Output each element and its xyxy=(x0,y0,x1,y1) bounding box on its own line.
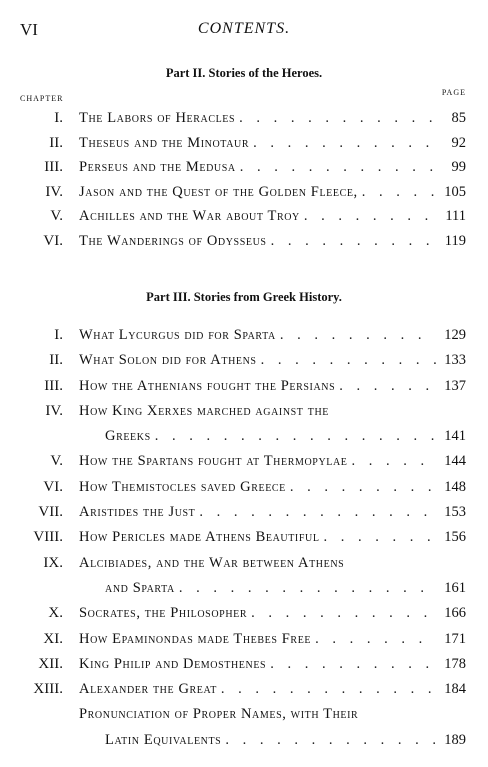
page-reference: 105 xyxy=(444,183,466,200)
dot-leader xyxy=(348,449,436,474)
dot-leader xyxy=(195,500,436,525)
dot-leader xyxy=(266,652,436,677)
chapter-title: What Solon did for Athens xyxy=(79,352,257,369)
part-3-toc-list xyxy=(0,323,488,753)
page-reference: 85 xyxy=(451,110,466,126)
chapter-number: II. xyxy=(49,134,63,151)
part-3-heading: Part III. Stories from Greek History. xyxy=(146,290,342,304)
toc-entry xyxy=(0,229,488,254)
chapter-number: XIII. xyxy=(33,681,63,698)
toc-entry xyxy=(0,180,488,205)
page-reference: 137 xyxy=(444,377,466,394)
chapter-title: How King Xerxes marched against the xyxy=(79,402,329,419)
page-reference: 133 xyxy=(444,352,466,369)
dot-leader xyxy=(358,180,436,205)
page-reference: 161 xyxy=(444,579,466,596)
chapter-number: XI. xyxy=(43,630,63,647)
dot-leader xyxy=(311,627,436,652)
chapter-number: XII. xyxy=(38,655,63,672)
chapter-title: How Epaminondas made Thebes Free xyxy=(79,630,312,647)
chapter-title: Theseus and the Minotaur xyxy=(79,134,250,151)
chapter-title: How the Athenians fought the Persians xyxy=(79,377,336,394)
chapter-title: Greeks xyxy=(105,428,151,445)
chapter-number: IV. xyxy=(45,183,63,200)
dot-leader xyxy=(286,475,436,500)
part-2-toc-list xyxy=(0,106,488,253)
dot-leader xyxy=(175,576,436,601)
page-header xyxy=(0,20,488,42)
chapter-title: What Lycurgus did for Sparta xyxy=(79,327,276,343)
page-reference: 141 xyxy=(444,428,466,445)
chapter-number: VI. xyxy=(43,232,63,249)
chapter-title: King Philip and Demosthenes xyxy=(79,655,267,672)
dot-leader xyxy=(249,131,436,156)
page-reference: 171 xyxy=(444,630,466,647)
toc-entry xyxy=(0,374,488,399)
chapter-number: IV. xyxy=(45,402,63,419)
chapter-title: Latin Equivalents xyxy=(105,731,222,748)
toc-entry xyxy=(0,424,488,449)
toc-entry xyxy=(0,627,488,652)
dot-leader xyxy=(257,348,436,373)
chapter-title: Jason and the Quest of the Golden Fleece, xyxy=(79,183,358,200)
dot-leader xyxy=(217,677,436,702)
dot-leader xyxy=(300,204,436,229)
chapter-number: III. xyxy=(44,159,63,175)
chapter-number: V. xyxy=(50,208,63,224)
page-reference: 184 xyxy=(444,681,466,698)
toc-entry xyxy=(0,449,488,474)
toc-entry xyxy=(0,155,488,180)
page-reference: 111 xyxy=(445,208,466,224)
chapter-title: Aristides the Just xyxy=(79,504,196,521)
toc-entry xyxy=(0,576,488,601)
chapter-title: Achilles and the War about Troy xyxy=(79,208,300,224)
chapter-title: and Sparta xyxy=(105,579,175,596)
chapter-number: I. xyxy=(54,327,63,343)
chapter-number: X. xyxy=(48,605,63,622)
dot-leader xyxy=(267,229,436,254)
toc-entry xyxy=(0,551,488,576)
chapter-number: VIII. xyxy=(33,529,63,546)
toc-entry xyxy=(0,131,488,156)
dot-leader xyxy=(320,525,436,550)
chapter-number: I. xyxy=(54,110,63,126)
dot-leader xyxy=(236,155,436,180)
toc-entry xyxy=(0,601,488,626)
running-title: CONTENTS. xyxy=(197,20,291,37)
chapter-title: The Labors of Heracles xyxy=(79,110,236,126)
toc-entry xyxy=(0,106,488,131)
page-number: VI xyxy=(20,20,38,39)
page-reference: 153 xyxy=(444,504,466,521)
toc-entry xyxy=(0,323,488,348)
chapter-title: The Wanderings of Odysseus xyxy=(79,232,267,249)
toc-entry xyxy=(0,677,488,702)
toc-entry xyxy=(0,500,488,525)
page-reference: 189 xyxy=(444,731,466,748)
page-reference: 92 xyxy=(451,134,466,151)
toc-entry xyxy=(0,702,488,727)
dot-leader xyxy=(235,106,436,131)
page-reference: 99 xyxy=(451,159,466,175)
chapter-title: How Pericles made Athens Beautiful xyxy=(79,529,320,546)
dot-leader xyxy=(151,424,436,449)
page-reference: 119 xyxy=(444,232,466,249)
chapter-title: How the Spartans fought at Thermopylae xyxy=(79,453,348,470)
chapter-title: How Themistocles saved Greece xyxy=(79,478,286,495)
dot-leader xyxy=(221,728,436,753)
page-column-head: PAGE xyxy=(441,88,466,97)
toc-entry xyxy=(0,348,488,373)
part-2-heading: Part II. Stories of the Heroes. xyxy=(165,66,323,80)
toc-entry xyxy=(0,204,488,229)
page-reference: 144 xyxy=(444,453,466,470)
dot-leader xyxy=(276,323,436,348)
chapter-number: VII. xyxy=(38,504,63,521)
page-reference: 129 xyxy=(444,327,466,343)
toc-entry xyxy=(0,525,488,550)
chapter-number: VI. xyxy=(43,478,63,495)
toc-entry xyxy=(0,652,488,677)
toc-entry xyxy=(0,475,488,500)
chapter-title: Perseus and the Medusa xyxy=(79,159,236,175)
chapter-number: II. xyxy=(49,352,63,369)
toc-entry xyxy=(0,728,488,753)
page-reference: 148 xyxy=(444,478,466,495)
page-reference: 178 xyxy=(444,655,466,672)
chapter-column-head: CHAPTER xyxy=(20,94,64,103)
toc-entry xyxy=(0,399,488,424)
chapter-title: Alexander the Great xyxy=(79,681,217,698)
chapter-title: Pronunciation of Proper Names, with Their xyxy=(79,706,359,723)
dot-leader xyxy=(247,601,436,626)
dot-leader xyxy=(335,374,436,399)
page-reference: 156 xyxy=(444,529,466,546)
chapter-title: Alcibiades, and the War between Athens xyxy=(79,554,345,571)
page-reference: 166 xyxy=(444,605,466,622)
chapter-number: IX. xyxy=(43,554,63,571)
chapter-number: V. xyxy=(50,453,63,470)
chapter-number: III. xyxy=(44,377,63,394)
chapter-title: Socrates, the Philosopher xyxy=(79,605,248,622)
